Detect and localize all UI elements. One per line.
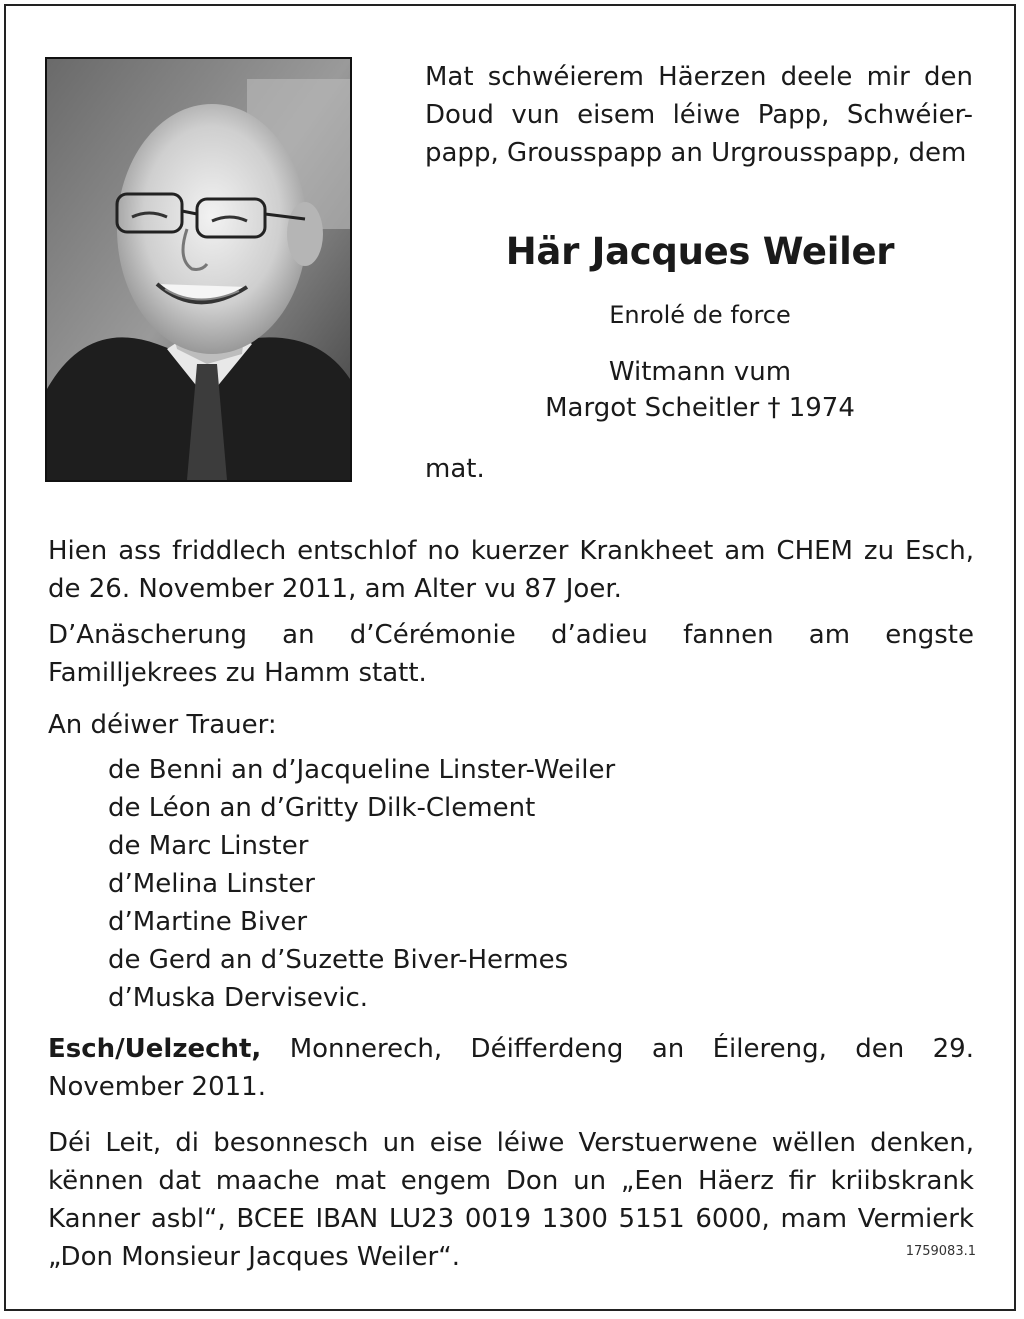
ceremony-paragraph: D’Anäscherung an d’Cérémonie d’adieu fannen am engste Familljekrees zu Hamm statt. <box>48 620 974 688</box>
mourner-item: de Marc Linster <box>108 831 309 861</box>
mourner-item: de Gerd an d’Suzette Biver-Hermes <box>108 945 569 975</box>
mourners-intro: An déiwer Trauer: <box>48 710 277 740</box>
mourner-item: d’Muska Dervisevic. <box>108 983 369 1013</box>
widower-line-2: Margot Scheitler † 1974 <box>545 393 855 423</box>
reference-number: 1759083.1 <box>905 1244 976 1259</box>
mourner-item: de Benni an d’Jacqueline Linster-Weiler <box>108 755 616 785</box>
mat-text: mat. <box>425 454 485 484</box>
intro-paragraph <box>425 58 973 172</box>
mourner-item: de Léon an d’Gritty Dilk-Clement <box>108 793 536 823</box>
donation-paragraph: Déi Leit, di besonnesch un eise léiwe Verstuerwene wëllen denken, kënnen dat maache mat engem Don un „Een Häerz fir kriibskrank Kanner asbl“, BCEE IBAN LU23 0019 1300 5151 6000, mam Vermierk „Don Monsieur Jacques Weiler“. <box>48 1128 974 1272</box>
portrait-photo <box>45 57 352 482</box>
deceased-status: Enrolé de force <box>609 301 791 329</box>
mourner-item: d’Melina Linster <box>108 869 315 899</box>
deceased-name: Här Jacques Weiler <box>505 230 895 273</box>
mourners-list <box>108 751 615 1017</box>
death-paragraph: Hien ass friddlech entschlof no kuerzer Krankheet am CHEM zu Esch, de 26. November 2011, am Alter vu 87 Joer. <box>48 536 974 604</box>
widower-line-1: Witmann vum <box>608 357 792 387</box>
place-rest: Monnerech, Déifferdeng an Éilereng, den 29. November 2011. <box>48 1034 974 1102</box>
mourner-item: d’Martine Biver <box>108 907 308 937</box>
intro-text: Mat schwéierem Häerzen deele mir den Doud vun eisem léiwe Papp, Schwéier-papp, Grousspapp an Urgrousspapp, dem <box>425 62 973 168</box>
place-bold: Esch/Uelzecht, <box>48 1034 262 1064</box>
place-date-paragraph <box>48 1030 974 1106</box>
